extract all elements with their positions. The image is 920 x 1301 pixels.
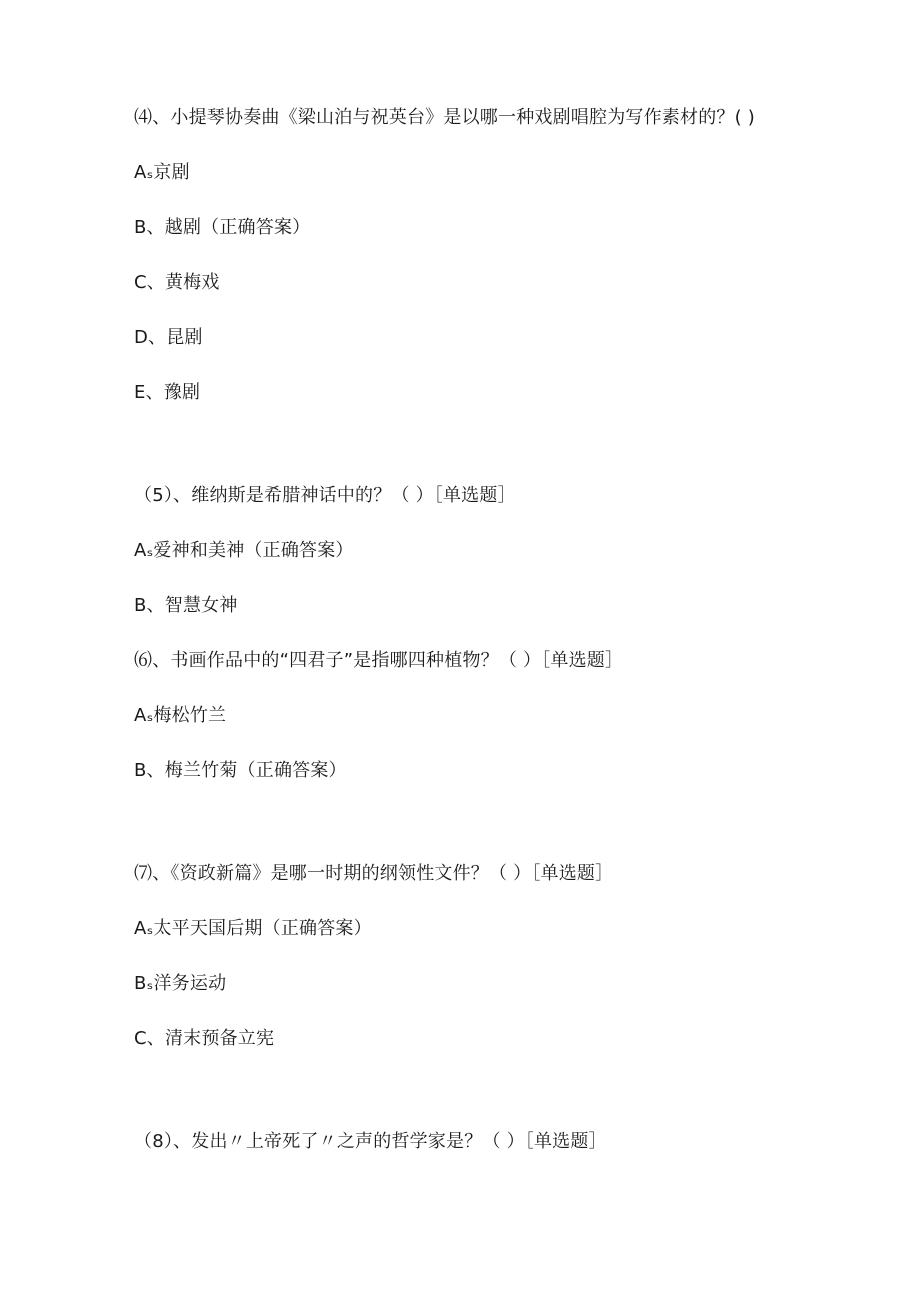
question-7-text: ⑺、《资政新篇》是哪一时期的纲领性文件？（ ）［单选题］ — [134, 863, 614, 884]
question-5-text: （5）、维纳斯是希腊神话中的？（ ）［单选题］ — [134, 485, 516, 506]
question-6-option-b: B、梅兰竹菊（正确答案） — [134, 760, 347, 781]
question-8-text: （8）、发出〃上帝死了〃之声的哲学家是？（ ）［单选题］ — [134, 1131, 607, 1152]
question-4-text: ⑷、小提琴协奏曲《梁山泊与祝英台》是以哪一种戏剧唱腔为写作素材的？( ) — [134, 107, 755, 128]
question-5-option-b: B、智慧女神 — [134, 595, 238, 616]
question-4-option-d: D、昆剧 — [134, 327, 203, 348]
question-7-option-a: Aₛ太平天国后期（正确答案） — [134, 918, 372, 939]
question-7-option-b: Bₛ洋务运动 — [134, 973, 227, 994]
question-7-option-c: C、清末预备立宪 — [134, 1028, 275, 1049]
question-4-option-e: E、豫剧 — [134, 382, 201, 403]
question-5-option-a: Aₛ爱神和美神（正确答案） — [134, 540, 354, 561]
question-4-option-a: Aₛ京剧 — [134, 162, 190, 183]
question-4-option-b: B、越剧（正确答案） — [134, 217, 311, 238]
question-4-option-c: C、黄梅戏 — [134, 272, 220, 293]
question-6-option-a: Aₛ梅松竹兰 — [134, 705, 227, 726]
question-6-text: ⑹、书画作品中的“四君子”是指哪四种植物？（ ）［单选题］ — [134, 650, 624, 671]
